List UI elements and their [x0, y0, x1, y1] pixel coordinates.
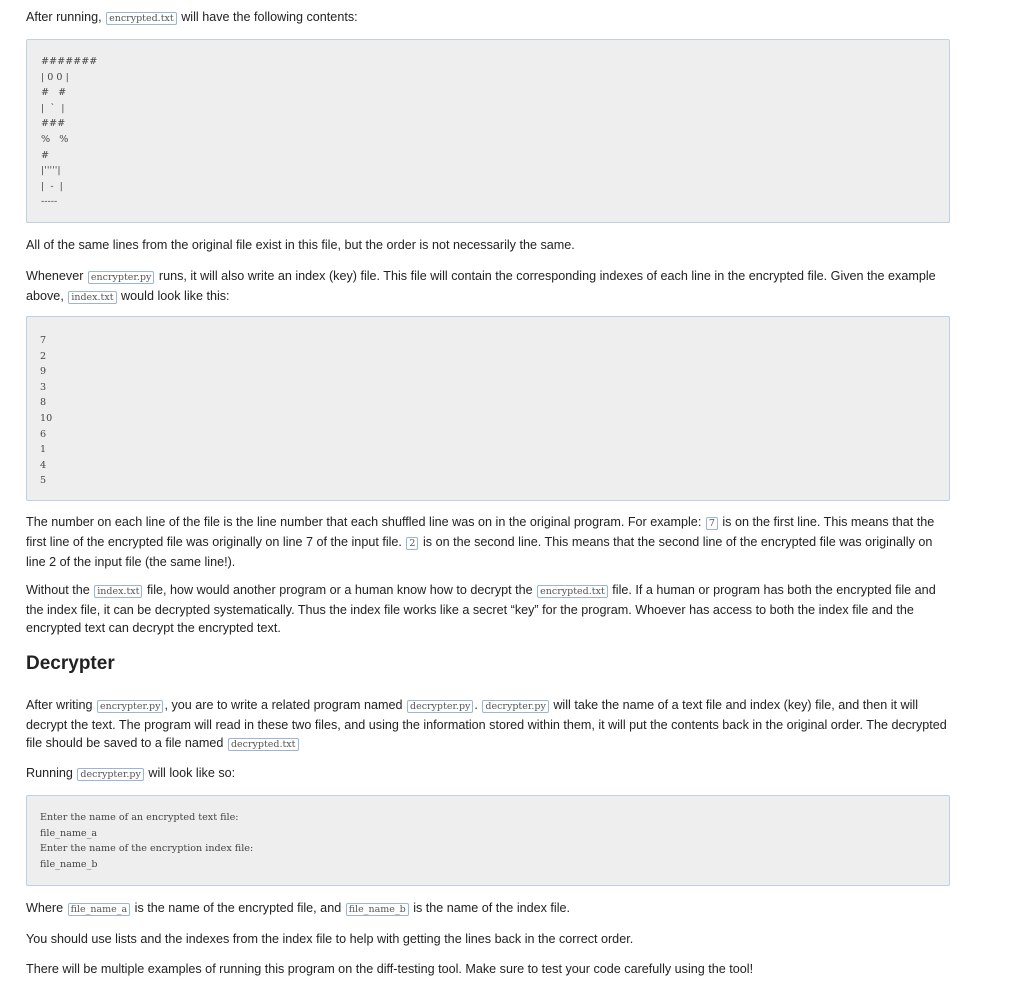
- intro-paragraph: [26, 8, 952, 28]
- file-name-a-code: file_name_a: [68, 903, 131, 916]
- intro-text-before: After running,: [26, 10, 102, 24]
- without-para-text-2: file, how would another program or a human know how to decrypt the: [146, 583, 533, 597]
- after-writing-text-2: , you are to write a related program named: [164, 698, 403, 712]
- same-lines-paragraph: All of the same lines from the original file exist in this file, but the order is not necessarily the same.: [26, 238, 575, 252]
- decrypter-heading: Decrypter: [26, 653, 115, 674]
- decrypter-py-code-2: decrypter.py: [482, 700, 548, 713]
- where-text-2: is the name of the encrypted file, and: [134, 901, 342, 915]
- decrypter-py-code-3: decrypter.py: [77, 768, 143, 781]
- number-para-text-1: The number on each line of the file is the line number that each shuffled line was on in the original program. For example:: [26, 515, 702, 529]
- without-index-paragraph: [26, 581, 952, 637]
- run-example-text: Enter the name of an encrypted text file: file_name_a Enter the name of the encryption index file: file_name_b: [40, 812, 254, 870]
- running-text-after: will look like so:: [148, 766, 236, 780]
- index-para-text-3: would look like this:: [121, 289, 230, 303]
- run-example-block: [26, 795, 950, 886]
- encrypter-py-code: encrypter.py: [88, 271, 154, 284]
- after-writing-paragraph: [26, 696, 952, 754]
- without-para-text-1: Without the: [26, 583, 90, 597]
- file-name-b-code: file_name_b: [346, 903, 409, 916]
- number-para-text-3: is on the second line. This means that the second line of the encrypted file was originally on line 2 of the input file (the same line!).: [26, 535, 933, 569]
- index-contents-block: [26, 316, 950, 501]
- intro-text-after: will have the following contents:: [181, 10, 358, 24]
- index-contents-text: 7 2 9 3 8 10 6 1 4 5: [40, 335, 53, 487]
- lists-paragraph: You should use lists and the indexes from the index file to help with getting the lines back in the correct order.: [26, 932, 634, 946]
- line-number-paragraph: [26, 513, 952, 571]
- examples-paragraph: There will be multiple examples of running this program on the diff-testing tool. Make sure to test your code carefully using the tool!: [26, 962, 754, 976]
- encrypter-py-code-2: encrypter.py: [97, 700, 163, 713]
- where-text-3: is the name of the index file.: [413, 901, 571, 915]
- after-writing-text-1: After writing: [26, 698, 93, 712]
- where-text-1: Where: [26, 901, 64, 915]
- two-code: 2: [406, 537, 418, 550]
- index-file-paragraph: [26, 267, 952, 307]
- index-para-text-2: runs, it will also write an index (key) file. This file will contain the corresponding indexes of each line in the encrypted file. Given the example above,: [26, 269, 936, 303]
- number-para-text-2: is on the first line. This means that the first line of the encrypted file was originally on line 7 of the input file.: [26, 515, 935, 549]
- encrypted-contents-text: ####### | 0 0 | # # | ` | ### % % # |'''''| | - | -----: [41, 56, 98, 208]
- index-para-text-1: Whenever: [26, 269, 84, 283]
- index-txt-code-2: index.txt: [94, 585, 142, 598]
- decrypted-txt-code: decrypted.txt: [228, 738, 299, 751]
- encrypted-txt-code: encrypted.txt: [106, 12, 177, 25]
- without-para-text-3: file. If a human or program has both the encrypted file and the index file, it can be decrypted systematically. Thus the index file works like a secret “key” for the program. Whoever has access to both the index file and the encrypted text can decrypt the encrypted text.: [26, 583, 936, 635]
- encrypted-contents-block: [26, 39, 950, 223]
- running-paragraph: [26, 764, 952, 784]
- seven-code: 7: [706, 517, 718, 530]
- after-writing-text-4: will take the name of a text file and index (key) file, and then it will decrypt the text. The program will read in these two files, and using the information stored within them, it will put the contents back in the original order. The decrypted file should be saved to a file named: [26, 698, 947, 750]
- encrypted-txt-code-2: encrypted.txt: [537, 585, 608, 598]
- after-writing-text-3: .: [474, 698, 478, 712]
- index-txt-code: index.txt: [68, 291, 116, 304]
- running-text-before: Running: [26, 766, 73, 780]
- decrypter-py-code: decrypter.py: [407, 700, 473, 713]
- where-paragraph: [26, 899, 952, 919]
